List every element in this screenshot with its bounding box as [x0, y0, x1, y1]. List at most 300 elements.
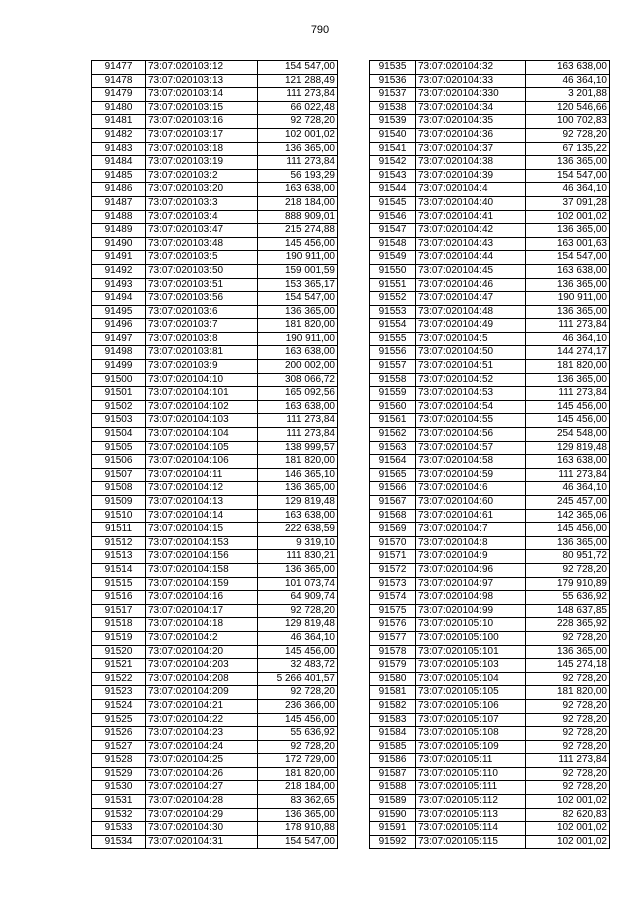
value-cell: 245 457,00 — [526, 496, 610, 510]
table-row — [92, 550, 338, 564]
value-cell: 92 728,20 — [526, 631, 610, 645]
cadastral-number-cell: 73:07:020104:9 — [416, 550, 526, 564]
table-row — [370, 414, 610, 428]
value-cell: 92 728,20 — [258, 604, 338, 618]
cadastral-number-cell: 73:07:020104:208 — [146, 672, 258, 686]
cadastral-number-cell: 73:07:020104:158 — [146, 563, 258, 577]
row-number-cell: 91522 — [92, 672, 146, 686]
value-cell: 46 364,10 — [526, 332, 610, 346]
row-number-cell: 91566 — [370, 482, 416, 496]
row-number-cell: 91478 — [92, 74, 146, 88]
row-number-cell: 91502 — [92, 400, 146, 414]
row-number-cell: 91486 — [92, 183, 146, 197]
cadastral-number-cell: 73:07:020105:112 — [416, 795, 526, 809]
row-number-cell: 91516 — [92, 591, 146, 605]
cadastral-number-cell: 73:07:020104:40 — [416, 196, 526, 210]
value-cell: 136 365,00 — [258, 563, 338, 577]
row-number-cell: 91550 — [370, 264, 416, 278]
value-cell: 136 365,00 — [526, 278, 610, 292]
table-row — [92, 496, 338, 510]
cadastral-number-cell: 73:07:020104:61 — [416, 509, 526, 523]
row-number-cell: 91543 — [370, 169, 416, 183]
value-cell: 190 911,00 — [258, 332, 338, 346]
row-number-cell: 91488 — [92, 210, 146, 224]
row-number-cell: 91523 — [92, 686, 146, 700]
value-cell: 111 273,84 — [526, 387, 610, 401]
cadastral-number-cell: 73:07:020104:203 — [146, 659, 258, 673]
cadastral-number-cell: 73:07:020104:24 — [146, 740, 258, 754]
row-number-cell: 91580 — [370, 672, 416, 686]
value-cell: 121 288,49 — [258, 74, 338, 88]
table-row — [92, 346, 338, 360]
value-cell: 3 201,88 — [526, 88, 610, 102]
value-cell: 142 365,06 — [526, 509, 610, 523]
table-row — [92, 414, 338, 428]
row-number-cell: 91591 — [370, 822, 416, 836]
table-row — [370, 482, 610, 496]
cadastral-number-cell: 73:07:020105:104 — [416, 672, 526, 686]
table-row — [370, 88, 610, 102]
table-row — [370, 360, 610, 374]
row-number-cell: 91485 — [92, 169, 146, 183]
cadastral-number-cell: 73:07:020104:57 — [416, 441, 526, 455]
value-cell: 111 273,84 — [258, 88, 338, 102]
cadastral-number-cell: 73:07:020105:103 — [416, 659, 526, 673]
value-cell: 153 365,17 — [258, 278, 338, 292]
value-cell: 145 274,18 — [526, 659, 610, 673]
cadastral-number-cell: 73:07:020103:3 — [146, 196, 258, 210]
value-cell: 80 951,72 — [526, 550, 610, 564]
cadastral-number-cell: 73:07:020104:105 — [146, 441, 258, 455]
row-number-cell: 91496 — [92, 319, 146, 333]
row-number-cell: 91480 — [92, 101, 146, 115]
table-row — [92, 781, 338, 795]
value-cell: 181 820,00 — [258, 455, 338, 469]
cadastral-number-cell: 73:07:020104:55 — [416, 414, 526, 428]
row-number-cell: 91503 — [92, 414, 146, 428]
row-number-cell: 91551 — [370, 278, 416, 292]
table-row — [92, 237, 338, 251]
cadastral-number-cell: 73:07:020103:15 — [146, 101, 258, 115]
cadastral-number-cell: 73:07:020103:48 — [146, 237, 258, 251]
cadastral-number-cell: 73:07:020105:105 — [416, 686, 526, 700]
value-cell: 136 365,00 — [258, 305, 338, 319]
cadastral-number-cell: 73:07:020104:31 — [146, 835, 258, 849]
row-number-cell: 91482 — [92, 128, 146, 142]
cadastral-number-cell: 73:07:020103:51 — [146, 278, 258, 292]
row-number-cell: 91577 — [370, 631, 416, 645]
table-row — [92, 128, 338, 142]
row-number-cell: 91512 — [92, 536, 146, 550]
table-row — [370, 713, 610, 727]
cadastral-number-cell: 73:07:020105:107 — [416, 713, 526, 727]
value-cell: 100 702,83 — [526, 115, 610, 129]
row-number-cell: 91556 — [370, 346, 416, 360]
table-row — [370, 604, 610, 618]
value-cell: 148 637,85 — [526, 604, 610, 618]
value-cell: 163 638,00 — [258, 346, 338, 360]
table-row — [370, 196, 610, 210]
value-cell: 163 638,00 — [258, 400, 338, 414]
row-number-cell: 91548 — [370, 237, 416, 251]
value-cell: 129 819,48 — [526, 441, 610, 455]
row-number-cell: 91590 — [370, 808, 416, 822]
row-number-cell: 91500 — [92, 373, 146, 387]
table-row — [370, 740, 610, 754]
cadastral-number-cell: 73:07:020104:21 — [146, 699, 258, 713]
value-cell: 92 728,20 — [258, 740, 338, 754]
row-number-cell: 91547 — [370, 224, 416, 238]
row-number-cell: 91517 — [92, 604, 146, 618]
value-cell: 67 135,22 — [526, 142, 610, 156]
value-cell: 92 728,20 — [258, 686, 338, 700]
table-row — [370, 332, 610, 346]
cadastral-number-cell: 73:07:020104:98 — [416, 591, 526, 605]
cadastral-number-cell: 73:07:020103:18 — [146, 142, 258, 156]
cadastral-number-cell: 73:07:020104:48 — [416, 305, 526, 319]
cadastral-number-cell: 73:07:020104:102 — [146, 400, 258, 414]
table-row — [370, 251, 610, 265]
table-row — [370, 754, 610, 768]
value-cell: 136 365,00 — [258, 482, 338, 496]
value-cell: 163 638,00 — [258, 183, 338, 197]
cadastral-number-cell: 73:07:020105:113 — [416, 808, 526, 822]
table-row — [92, 591, 338, 605]
value-cell: 181 820,00 — [526, 686, 610, 700]
value-cell: 172 729,00 — [258, 754, 338, 768]
row-number-cell: 91531 — [92, 795, 146, 809]
value-cell: 9 319,10 — [258, 536, 338, 550]
row-number-cell: 91563 — [370, 441, 416, 455]
value-cell: 111 830,21 — [258, 550, 338, 564]
row-number-cell: 91504 — [92, 428, 146, 442]
cadastral-number-cell: 73:07:020103:4 — [146, 210, 258, 224]
table-row — [92, 115, 338, 129]
cadastral-number-cell: 73:07:020104:36 — [416, 128, 526, 142]
table-row — [92, 101, 338, 115]
table-row — [370, 591, 610, 605]
cadastral-number-cell: 73:07:020103:17 — [146, 128, 258, 142]
value-cell: 92 728,20 — [526, 563, 610, 577]
row-number-cell: 91569 — [370, 523, 416, 537]
row-number-cell: 91558 — [370, 373, 416, 387]
table-row — [92, 224, 338, 238]
value-cell: 120 546,66 — [526, 101, 610, 115]
cadastral-number-cell: 73:07:020104:209 — [146, 686, 258, 700]
row-number-cell: 91541 — [370, 142, 416, 156]
table-row — [92, 264, 338, 278]
row-number-cell: 91477 — [92, 61, 146, 75]
row-number-cell: 91514 — [92, 563, 146, 577]
table-row — [370, 781, 610, 795]
value-cell: 215 274,88 — [258, 224, 338, 238]
table-right-body — [370, 61, 610, 849]
value-cell: 136 365,00 — [526, 373, 610, 387]
cadastral-number-cell: 73:07:020104:25 — [146, 754, 258, 768]
cadastral-number-cell: 73:07:020104:13 — [146, 496, 258, 510]
row-number-cell: 91511 — [92, 523, 146, 537]
table-row — [92, 509, 338, 523]
row-number-cell: 91525 — [92, 713, 146, 727]
cadastral-number-cell: 73:07:020104:32 — [416, 61, 526, 75]
row-number-cell: 91573 — [370, 577, 416, 591]
value-cell: 136 365,00 — [258, 808, 338, 822]
cadastral-number-cell: 73:07:020104:46 — [416, 278, 526, 292]
cadastral-number-cell: 73:07:020104:17 — [146, 604, 258, 618]
table-row — [92, 88, 338, 102]
table-row — [370, 61, 610, 75]
row-number-cell: 91491 — [92, 251, 146, 265]
table-row — [92, 672, 338, 686]
value-cell: 111 273,84 — [526, 754, 610, 768]
cadastral-number-cell: 73:07:020104:45 — [416, 264, 526, 278]
row-number-cell: 91506 — [92, 455, 146, 469]
row-number-cell: 91587 — [370, 767, 416, 781]
value-cell: 145 456,00 — [258, 237, 338, 251]
table-row — [370, 264, 610, 278]
row-number-cell: 91589 — [370, 795, 416, 809]
cadastral-number-cell: 73:07:020104:20 — [146, 645, 258, 659]
cadastral-number-cell: 73:07:020104:47 — [416, 292, 526, 306]
row-number-cell: 91592 — [370, 835, 416, 849]
value-cell: 92 728,20 — [526, 699, 610, 713]
table-row — [92, 305, 338, 319]
value-cell: 136 365,00 — [526, 156, 610, 170]
table-row — [370, 659, 610, 673]
row-number-cell: 91564 — [370, 455, 416, 469]
value-cell: 136 365,00 — [526, 305, 610, 319]
row-number-cell: 91508 — [92, 482, 146, 496]
row-number-cell: 91493 — [92, 278, 146, 292]
value-cell: 46 364,10 — [258, 631, 338, 645]
table-row — [92, 835, 338, 849]
value-cell: 111 273,84 — [258, 428, 338, 442]
table-row — [370, 441, 610, 455]
table-row — [370, 156, 610, 170]
table-row — [370, 822, 610, 836]
table-row — [92, 577, 338, 591]
table-row — [92, 767, 338, 781]
table-row — [370, 305, 610, 319]
cadastral-number-cell: 73:07:020103:20 — [146, 183, 258, 197]
row-number-cell: 91586 — [370, 754, 416, 768]
table-row — [370, 387, 610, 401]
table-row — [92, 659, 338, 673]
table-row — [92, 523, 338, 537]
value-cell: 222 638,59 — [258, 523, 338, 537]
table-row — [370, 224, 610, 238]
row-number-cell: 91546 — [370, 210, 416, 224]
value-cell: 154 547,00 — [526, 169, 610, 183]
table-row — [370, 699, 610, 713]
table-row — [370, 115, 610, 129]
value-cell: 64 909,74 — [258, 591, 338, 605]
row-number-cell: 91490 — [92, 237, 146, 251]
value-cell: 163 638,00 — [526, 455, 610, 469]
row-number-cell: 91553 — [370, 305, 416, 319]
table-row — [92, 169, 338, 183]
value-cell: 83 362,65 — [258, 795, 338, 809]
cadastral-number-cell: 73:07:020104:18 — [146, 618, 258, 632]
row-number-cell: 91528 — [92, 754, 146, 768]
row-number-cell: 91555 — [370, 332, 416, 346]
cadastral-number-cell: 73:07:020103:14 — [146, 88, 258, 102]
cadastral-number-cell: 73:07:020103:5 — [146, 251, 258, 265]
cadastral-number-cell: 73:07:020105:109 — [416, 740, 526, 754]
table-row — [370, 727, 610, 741]
value-cell: 163 638,00 — [526, 264, 610, 278]
row-number-cell: 91588 — [370, 781, 416, 795]
row-number-cell: 91509 — [92, 496, 146, 510]
table-row — [92, 387, 338, 401]
row-number-cell: 91499 — [92, 360, 146, 374]
cadastral-number-cell: 73:07:020104:4 — [416, 183, 526, 197]
cadastral-number-cell: 73:07:020104:106 — [146, 455, 258, 469]
row-number-cell: 91575 — [370, 604, 416, 618]
cadastral-number-cell: 73:07:020103:81 — [146, 346, 258, 360]
row-number-cell: 91483 — [92, 142, 146, 156]
cadastral-number-cell: 73:07:020105:10 — [416, 618, 526, 632]
row-number-cell: 91518 — [92, 618, 146, 632]
row-number-cell: 91583 — [370, 713, 416, 727]
cadastral-number-cell: 73:07:020105:101 — [416, 645, 526, 659]
cadastral-number-cell: 73:07:020104:49 — [416, 319, 526, 333]
row-number-cell: 91501 — [92, 387, 146, 401]
value-cell: 179 910,89 — [526, 577, 610, 591]
cadastral-number-cell: 73:07:020104:56 — [416, 428, 526, 442]
value-cell: 102 001,02 — [526, 822, 610, 836]
row-number-cell: 91495 — [92, 305, 146, 319]
table-row — [370, 536, 610, 550]
cadastral-number-cell: 73:07:020103:16 — [146, 115, 258, 129]
value-cell: 145 456,00 — [526, 414, 610, 428]
value-cell: 138 999,57 — [258, 441, 338, 455]
table-row — [370, 795, 610, 809]
table-row — [370, 183, 610, 197]
cadastral-number-cell: 73:07:020104:50 — [416, 346, 526, 360]
table-row — [92, 808, 338, 822]
cadastral-number-cell: 73:07:020104:28 — [146, 795, 258, 809]
table-row — [370, 835, 610, 849]
table-row — [370, 686, 610, 700]
value-cell: 145 456,00 — [258, 645, 338, 659]
row-number-cell: 91530 — [92, 781, 146, 795]
cadastral-number-cell: 73:07:020104:26 — [146, 767, 258, 781]
value-cell: 145 456,00 — [258, 713, 338, 727]
value-cell: 888 909,01 — [258, 210, 338, 224]
value-cell: 154 547,00 — [526, 251, 610, 265]
row-number-cell: 91524 — [92, 699, 146, 713]
cadastral-number-cell: 73:07:020104:97 — [416, 577, 526, 591]
cadastral-number-cell: 73:07:020104:8 — [416, 536, 526, 550]
row-number-cell: 91581 — [370, 686, 416, 700]
cadastral-number-cell: 73:07:020105:110 — [416, 767, 526, 781]
row-number-cell: 91507 — [92, 468, 146, 482]
value-cell: 56 193,29 — [258, 169, 338, 183]
row-number-cell: 91584 — [370, 727, 416, 741]
value-cell: 308 066,72 — [258, 373, 338, 387]
table-row — [370, 373, 610, 387]
cadastral-number-cell: 73:07:020104:159 — [146, 577, 258, 591]
cadastral-number-cell: 73:07:020103:47 — [146, 224, 258, 238]
cadastral-number-cell: 73:07:020104:5 — [416, 332, 526, 346]
table-row — [370, 74, 610, 88]
row-number-cell: 91510 — [92, 509, 146, 523]
cadastral-number-cell: 73:07:020104:29 — [146, 808, 258, 822]
cadastral-number-cell: 73:07:020104:43 — [416, 237, 526, 251]
row-number-cell: 91521 — [92, 659, 146, 673]
table-row — [370, 319, 610, 333]
row-number-cell: 91494 — [92, 292, 146, 306]
row-number-cell: 91479 — [92, 88, 146, 102]
table-row — [92, 332, 338, 346]
row-number-cell: 91497 — [92, 332, 146, 346]
value-cell: 111 273,84 — [526, 468, 610, 482]
row-number-cell: 91540 — [370, 128, 416, 142]
table-row — [92, 278, 338, 292]
value-cell: 46 364,10 — [526, 74, 610, 88]
cadastral-number-cell: 73:07:020104:37 — [416, 142, 526, 156]
value-cell: 92 728,20 — [526, 727, 610, 741]
table-row — [370, 523, 610, 537]
table-row — [92, 631, 338, 645]
value-cell: 163 638,00 — [526, 61, 610, 75]
value-cell: 218 184,00 — [258, 196, 338, 210]
value-cell: 55 636,92 — [526, 591, 610, 605]
value-cell: 102 001,02 — [526, 210, 610, 224]
value-cell: 178 910,88 — [258, 822, 338, 836]
cadastral-number-cell: 73:07:020104:34 — [416, 101, 526, 115]
table-row — [370, 101, 610, 115]
value-cell: 55 636,92 — [258, 727, 338, 741]
value-cell: 254 548,00 — [526, 428, 610, 442]
value-cell: 154 547,00 — [258, 292, 338, 306]
table-row — [370, 631, 610, 645]
cadastral-number-cell: 73:07:020104:6 — [416, 482, 526, 496]
table-row — [370, 428, 610, 442]
value-cell: 159 001,59 — [258, 264, 338, 278]
table-row — [370, 672, 610, 686]
cadastral-number-cell: 73:07:020104:10 — [146, 373, 258, 387]
row-number-cell: 91492 — [92, 264, 146, 278]
table-row — [370, 767, 610, 781]
table-row — [92, 319, 338, 333]
row-number-cell: 91549 — [370, 251, 416, 265]
cadastral-number-cell: 73:07:020105:115 — [416, 835, 526, 849]
row-number-cell: 91484 — [92, 156, 146, 170]
table-row — [92, 645, 338, 659]
row-number-cell: 91571 — [370, 550, 416, 564]
row-number-cell: 91526 — [92, 727, 146, 741]
cadastral-number-cell: 73:07:020104:96 — [416, 563, 526, 577]
value-cell: 181 820,00 — [258, 319, 338, 333]
row-number-cell: 91505 — [92, 441, 146, 455]
row-number-cell: 91498 — [92, 346, 146, 360]
cadastral-number-cell: 73:07:020104:330 — [416, 88, 526, 102]
row-number-cell: 91567 — [370, 496, 416, 510]
value-cell: 136 365,00 — [526, 645, 610, 659]
table-row — [92, 686, 338, 700]
cadastral-number-cell: 73:07:020103:12 — [146, 61, 258, 75]
value-cell: 154 547,00 — [258, 835, 338, 849]
table-row — [92, 618, 338, 632]
row-number-cell: 91513 — [92, 550, 146, 564]
table-row — [370, 237, 610, 251]
value-cell: 92 728,20 — [258, 115, 338, 129]
cadastral-number-cell: 73:07:020105:100 — [416, 631, 526, 645]
value-cell: 129 819,48 — [258, 618, 338, 632]
table-row — [92, 699, 338, 713]
